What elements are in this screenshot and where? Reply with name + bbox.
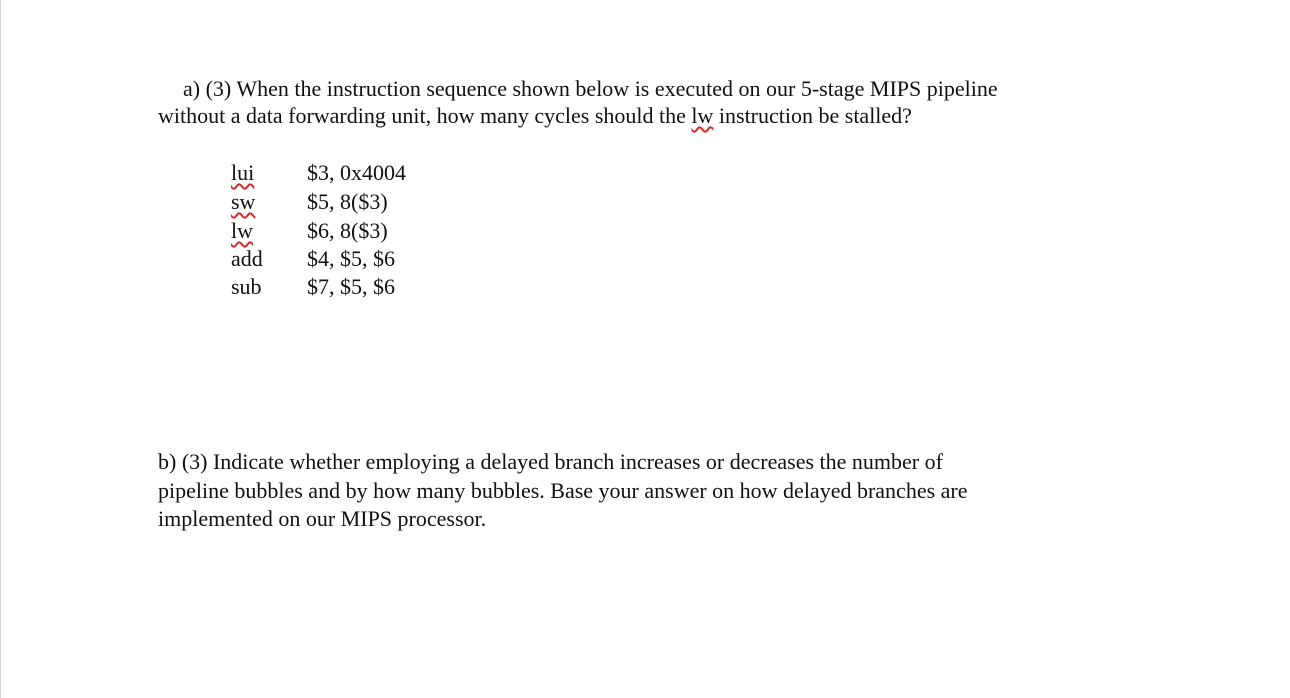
opcode-sub: sub (231, 274, 262, 299)
question-a-line-2-start: without a data forwarding unit, how many cycles should the (158, 103, 692, 128)
opcode-lw: lw (231, 218, 253, 243)
operands-lui: $3, 0x4004 (307, 160, 406, 185)
spellcheck-keyword-lw: lw (691, 103, 714, 128)
operands-sub: $7, $5, $6 (307, 274, 395, 299)
question-a-line-2-end: instruction be stalled? (713, 103, 912, 128)
operands-sw: $5, 8($3) (307, 189, 388, 214)
question-b (158, 448, 968, 534)
opcode-add: add (231, 246, 263, 271)
question-a (158, 75, 998, 129)
question-b-line-3: implemented on our MIPS processor. (158, 506, 487, 531)
question-a-line-1: a) (3) When the instruction sequence shown below is executed on our 5-stage MIPS pipeline (183, 76, 998, 101)
question-b-line-2: pipeline bubbles and by how many bubbles. Base your answer on how delayed branches are (158, 477, 968, 503)
opcode-lui: lui (231, 160, 255, 185)
operands-lw: $6, 8($3) (307, 218, 388, 243)
question-b-line-1: b) (3) Indicate whether employing a delayed branch increases or decreases the number of (158, 449, 943, 474)
operands-add: $4, $5, $6 (307, 246, 395, 271)
question-a-line-2 (158, 102, 998, 129)
opcode-sw: sw (231, 189, 256, 214)
